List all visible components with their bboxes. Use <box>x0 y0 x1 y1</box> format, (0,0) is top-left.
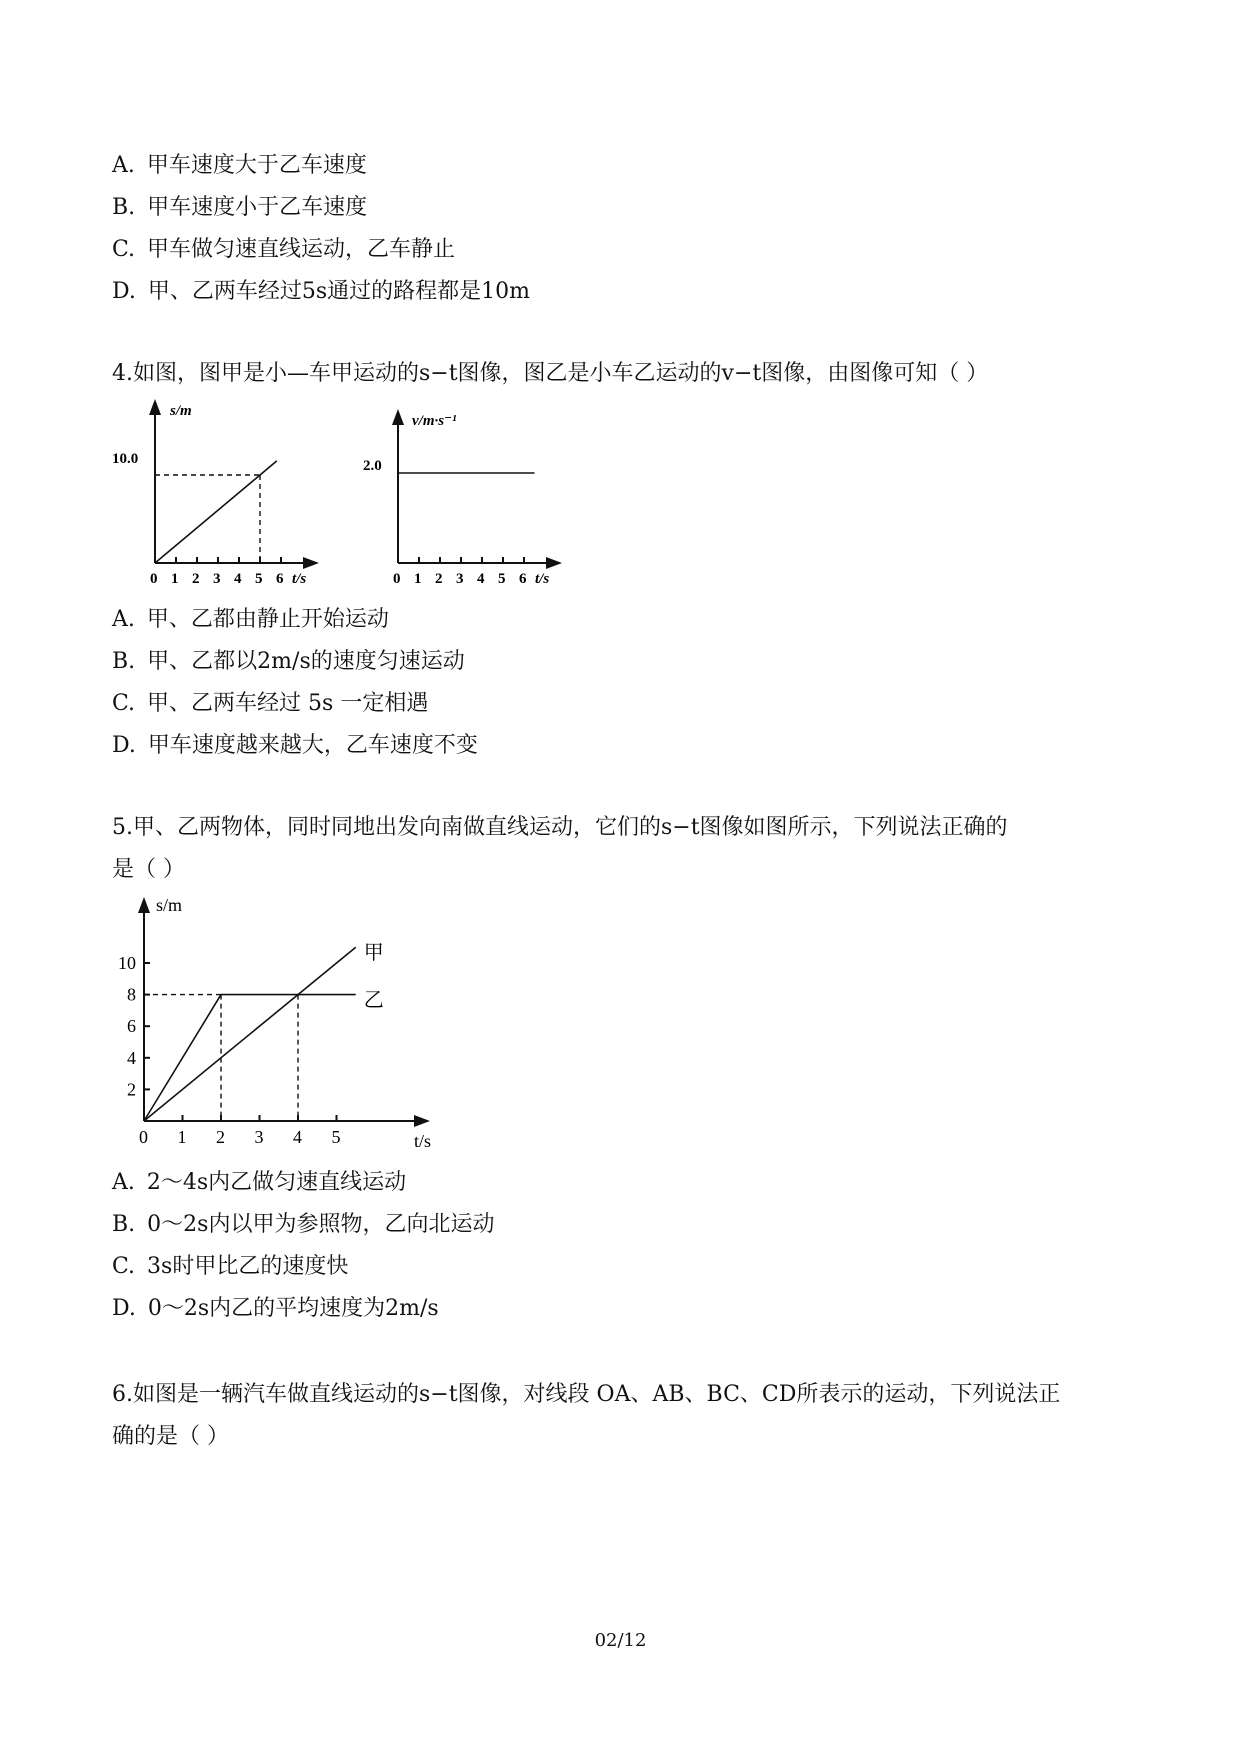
series-line-yi <box>144 995 356 1121</box>
q5-option-b: B. 0～2s内以甲为参照物，乙向北运动 <box>112 1212 495 1237</box>
x-tick-label: 5 <box>255 571 263 587</box>
x-tick-label: 6 <box>276 571 284 587</box>
q5-stem-line2: 是（ ） <box>112 857 185 882</box>
y-tick-label: 6 <box>127 1016 136 1037</box>
q4-graph-yi-vt <box>360 395 580 595</box>
q6-stem-line2: 确的是（ ） <box>112 1424 229 1449</box>
x-tick-label: 0 <box>150 571 158 587</box>
y-tick-label: 4 <box>127 1047 136 1068</box>
x-tick-label: 3 <box>254 1127 264 1147</box>
y-tick-label: 2.0 <box>363 458 382 474</box>
x-tick-label: 6 <box>519 571 527 587</box>
x-tick-label: 1 <box>171 571 179 587</box>
option-b-prev: B. 甲车速度小于乙车速度 <box>112 195 368 220</box>
x-tick-label: 5 <box>331 1127 341 1147</box>
q4-option-c: C. 甲、乙两车经过 5s 一定相遇 <box>112 691 429 716</box>
x-axis-label: t/s <box>414 1131 432 1151</box>
q4-stem: 4.如图，图甲是小—车甲运动的s−t图像，图乙是小车乙运动的v−t图像，由图像可知（ ） <box>112 361 989 386</box>
option-a-prev: A. 甲车速度大于乙车速度 <box>112 153 367 178</box>
y-axis-label: s/m <box>170 403 192 419</box>
q5-graph-st <box>108 893 448 1153</box>
x-tick-label: 3 <box>213 571 221 587</box>
series-line-jia <box>144 947 356 1121</box>
x-tick-label: 0 <box>139 1127 148 1147</box>
y-tick-label: 10 <box>118 953 136 973</box>
q5-option-d: D. 0～2s内乙的平均速度为2m/s <box>112 1296 439 1321</box>
x-axis-label: t/s <box>292 571 307 587</box>
option-c-prev: C. 甲车做匀速直线运动，乙车静止 <box>112 237 456 262</box>
x-tick-label: 3 <box>456 571 464 587</box>
q4-option-a: A. 甲、乙都由静止开始运动 <box>112 607 389 632</box>
x-tick-label: 4 <box>477 571 485 587</box>
x-tick-label: 4 <box>293 1127 302 1147</box>
x-tick-label: 2 <box>435 571 443 587</box>
series-label: 甲 <box>363 942 384 965</box>
q5-option-a: A. 2～4s内乙做匀速直线运动 <box>112 1170 407 1195</box>
y-tick-label: 10.0 <box>112 451 139 467</box>
x-tick-label: 2 <box>192 571 200 587</box>
x-axis-label: t/s <box>535 571 550 587</box>
x-tick-label: 4 <box>234 571 242 587</box>
q6-stem-line1: 6.如图是一辆汽车做直线运动的s−t图像，对线段 OA、AB、BC、CD所表示的运动，下列说法正 <box>112 1382 1061 1407</box>
x-tick-label: 1 <box>414 571 422 587</box>
option-d-prev: D. 甲、乙两车经过5s通过的路程都是10m <box>112 279 531 304</box>
q4-option-d: D. 甲车速度越来越大，乙车速度不变 <box>112 733 478 758</box>
series-label: 乙 <box>363 989 384 1012</box>
x-tick-label: 0 <box>393 571 401 587</box>
y-tick-label: 2 <box>127 1079 136 1100</box>
y-tick-label: 8 <box>127 984 136 1005</box>
y-axis-label: s/m <box>156 895 183 915</box>
x-tick-label: 1 <box>177 1127 187 1147</box>
q4-graph-jia-st <box>112 395 332 595</box>
q4-option-b: B. 甲、乙都以2m/s的速度匀速运动 <box>112 649 465 674</box>
page-number: 02/12 <box>594 1630 647 1651</box>
x-tick-label: 2 <box>216 1127 225 1147</box>
y-axis-label: v/m·s⁻¹ <box>412 413 457 429</box>
q5-option-c: C. 3s时甲比乙的速度快 <box>112 1254 349 1279</box>
x-tick-label: 5 <box>498 571 506 587</box>
q5-stem-line1: 5.甲、乙两物体，同时同地出发向南做直线运动，它们的s−t图像如图所示，下列说法正确的 <box>112 815 1008 840</box>
jia-line <box>155 461 277 563</box>
